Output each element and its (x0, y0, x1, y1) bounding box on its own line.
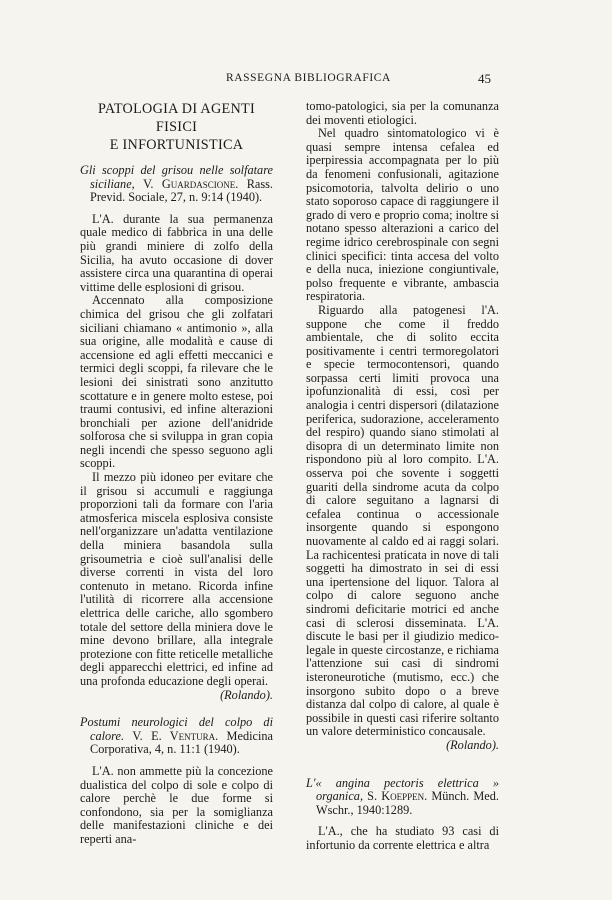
paragraph-text: Riguardo alla patogenesi l'A. suppone che come il freddo ambientale, che di solito eccita positivamente i centri termoregolatori e specie termocontensori, quando sorpassa certi limiti provoca una ipofunzionalità di essi, così per analogia i centri dispersori (dilatazione periferica, sudorazione, acceleramento del respiro) quando siano stimolati al disopra di un determinato limite non rispondono più al loro compito. L'A. osserva poi che sovente i soggetti guariti della sindrome acuta da colpo di calore seguitano a lagnarsi di cefalea continua o accessionale insorgente quando si espongono nuovamente al caldo ed ai raggi solari. La rachicentesi praticata in nove di tali soggetti ha dimostrato in sei di essi una ipertensione del liquor. Talora al colpo di calore seguono anche sindromi deficitarie motrici ed anche casi di sclerosi disseminata. L'A. discute le basi per il giudizio medico-legale in queste circostanze, e richiama l'attenzione sui casi di sindromi isteroneurotiche (mutismo, ecc.) che insorgono subito dopo o a breve distanza dal colpo di calore, al quale è possibile in questi casi riferire soltanto un valore deterministico concausale. (306, 302, 499, 739)
paragraph (80, 471, 273, 702)
citation-source: Münch. Med. Wschr., 1940:1289. (316, 789, 499, 817)
citation-title: Postumi neurologici del colpo di calore. (80, 715, 273, 743)
paragraph: L'A., che ha studiato 93 casi di infortunio da corrente elettrica e altra (306, 824, 499, 852)
signature: (Rolando). (220, 687, 273, 702)
citation-author: V. E. Ventura. (132, 728, 219, 743)
citation-colpo-calore (80, 716, 273, 757)
running-title: RASSEGNA BIBLIOGRAFICA (226, 72, 391, 84)
section-title-line1: PATOLOGIA DI AGENTI FISICI (97, 101, 256, 135)
left-column (80, 100, 273, 847)
paragraph: L'A. durante la sua permanenza quale medico di fabbrica in una delle più grandi miniere di zolfo della Sicilia, ha avuto occasione di dover assistere circa una quarantina di operai vittime delle esplosioni di grisou. (80, 211, 273, 294)
paragraph-text: Il mezzo più idoneo per evitare che il grisou si accumuli e raggiunga proporzioni tali da formare con l'aria atmosferica miscela esplosiva consiste nell'organizzare un'adatta ventilazione della miniera basandola sulla grisoumetria e cioè sull'analisi delle diverse correnti in vista del loro contenuto in metano. Ricorda infine l'utilità di ricorrere alla accensione elettrica delle cariche, allo sgombero totale del settore della miniera dove le mine devono brillare, alla integrale protezione con fitte reticelle metalliche degli apparecchi elettrici, ed infine ad una profonda educazione degli operai. (80, 470, 273, 688)
signature: (Rolando). (446, 737, 499, 752)
page-number: 45 (478, 71, 491, 86)
section-title-line2: E INFORTUNISTICA (109, 137, 244, 153)
citation-author: V. Guardascione. (143, 176, 239, 191)
paragraph: tomo-patologici, sia per la comunanza dei moventi etiologici. (306, 99, 499, 127)
citation-author: S. Koeppen. (367, 789, 428, 804)
paragraph: Nel quadro sintomatologico vi è quasi sempre intensa cefalea ed iperpiressia accompagnata per lo più da fenomeni confusionali, agitazione psicomotoria, talvolta delirio o uno stato soporoso capace di raggiungere il grado di vero e proprio coma; inoltre si notano spesso alterazioni a carico del regime idrico cerebrospinale con segni clinici specifici: tinta accesa del volto e della nuca, iniezione congiuntivale, polso frequente e vibrante, ambascia respiratoria. (306, 126, 499, 304)
citation-source: Rass. Previd. Sociale, 27, n. 9:14 (1940). (90, 176, 274, 205)
page-header (0, 72, 612, 88)
citation-title: L'« angina pectoris elettrica » organica, (306, 775, 499, 804)
right-column (306, 100, 499, 852)
paragraph: Accennato alla composizione chimica del grisou che gli zolfatari siciliani chiamano « antimonio », alla sua origine, alle modalità e cause di accensione ed agli effetti meccanici e termici degli scoppi, fa rilevare che le lesioni dei sinistrati sono anzitutto scottature e in genere molto estese, poi traumi contusivi, ed infine alterazioni bronchiali per azione dell'anidride solforosa che si sviluppa in gran copia negli incendi che spesso seguono agli scoppi. (80, 293, 273, 471)
paragraph (306, 304, 499, 753)
section-title (80, 100, 273, 154)
citation-angina (306, 777, 499, 818)
citation-grisou (80, 164, 273, 205)
citation-title: Gli scoppi del grisou nelle solfatare siciliane, (80, 163, 273, 191)
paragraph: L'A. non ammette più la concezione dualistica del colpo di sole e colpo di calore perchè le due forme si confondono, sia per la somiglianza delle manifestazioni cliniche e dei reperti ana- (80, 763, 273, 846)
citation-source: Medicina Corporativa, 4, n. 11:1 (1940). (90, 728, 273, 757)
